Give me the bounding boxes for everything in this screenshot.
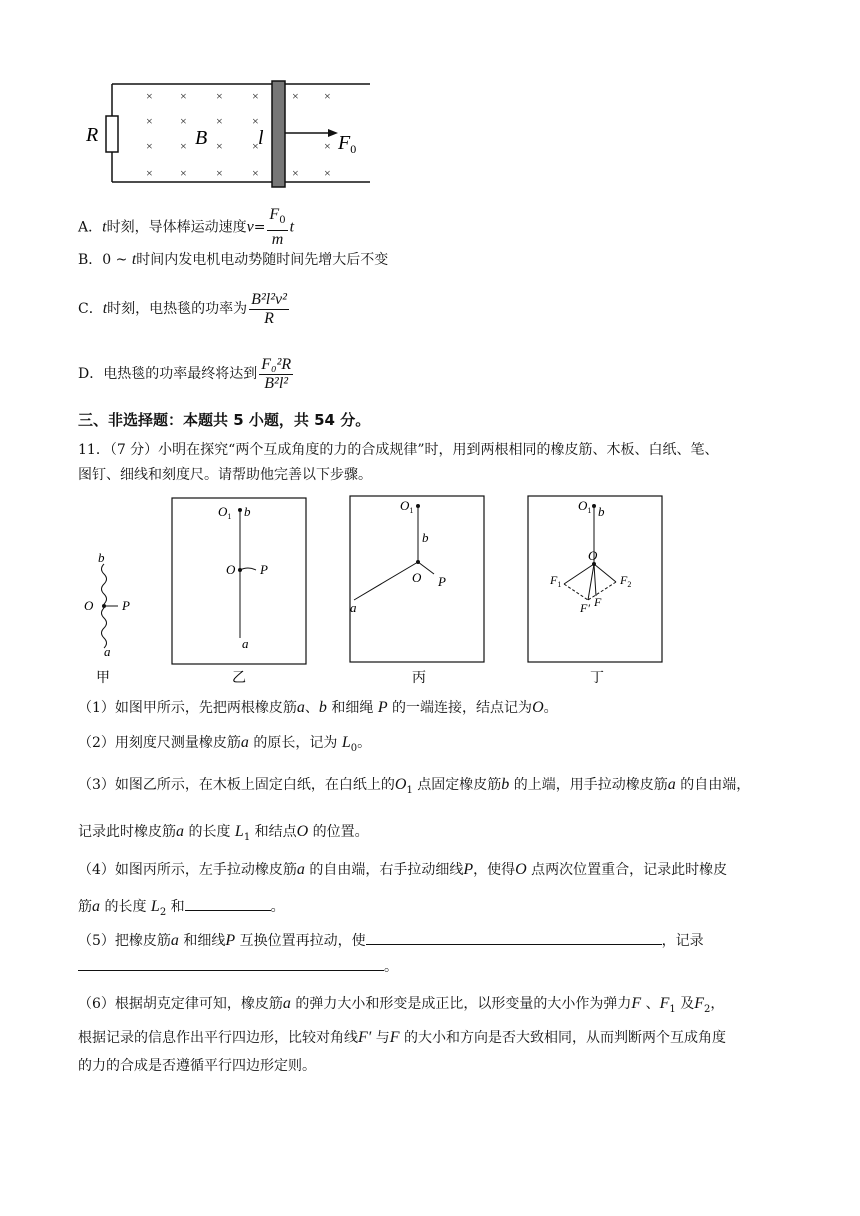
svg-text:×: × xyxy=(180,114,187,128)
circuit-figure xyxy=(80,78,380,190)
svg-text:×: × xyxy=(146,139,153,153)
svg-text:×: × xyxy=(146,89,153,103)
svg-text:a: a xyxy=(242,636,249,651)
answer-blank-step4[interactable] xyxy=(185,896,271,911)
label-R: R xyxy=(86,124,99,146)
svg-text:×: × xyxy=(146,166,153,180)
step-5-line1: （5）把橡皮筋a 和细线P 互换位置再拉动，使 ，记录 xyxy=(78,932,704,949)
svg-text:×: × xyxy=(146,114,153,128)
label-F0: $F_0$ xyxy=(338,132,357,156)
svg-text:a: a xyxy=(350,600,357,615)
svg-text:×: × xyxy=(216,89,223,103)
svg-text:丙: 丙 xyxy=(412,671,426,686)
label-l: l xyxy=(258,127,264,149)
resistor xyxy=(106,116,118,152)
step-6-line1: （6）根据胡克定律可知，橡皮筋a 的弹力大小和形变是成正比，以形变量的大小作为弹力F 、$F_1$ 及$F_2$， xyxy=(78,995,725,1015)
svg-text:b: b xyxy=(598,504,605,519)
step-2: （2）用刻度尺测量橡皮筋a 的原长，记为 $L_0$。 xyxy=(78,734,372,754)
svg-text:×: × xyxy=(216,166,223,180)
svg-text:×: × xyxy=(216,139,223,153)
fraction-F0-over-m: $\frac{F_0}{m}$ xyxy=(269,206,286,248)
q11-intro-line1: 11．（7 分）小明在探究“两个互成角度的力的合成规律”时，用到两根相同的橡皮筋、木板、白纸、笔、 xyxy=(78,442,719,458)
answer-blank-step5b[interactable] xyxy=(78,956,384,971)
svg-text:×: × xyxy=(252,89,259,103)
svg-text:b: b xyxy=(244,504,251,519)
fraction-power: $\frac{\text{B²l²v²}}{R}$ xyxy=(251,290,287,327)
svg-text:×: × xyxy=(324,89,331,103)
svg-text:P: P xyxy=(122,598,130,613)
svg-text:O1: $O_1$ xyxy=(218,504,232,521)
svg-text:O: O xyxy=(84,598,94,613)
svg-text:b: b xyxy=(422,530,429,545)
svg-text:P: P xyxy=(260,562,268,577)
section-title: 三、非选择题：本题共 5 小题，共 54 分。 xyxy=(78,411,371,429)
field-marks xyxy=(146,89,331,180)
svg-text:×: × xyxy=(216,114,223,128)
figure-ding xyxy=(528,496,662,686)
step-6-line3: 的力的合成是否遵循平行四边形定则。 xyxy=(78,1058,316,1074)
fraction-final-power: $\frac{\text{F₀²R}}{\text{B²l²}}$ xyxy=(261,355,292,392)
step-3-line2: 记录此时橡皮筋a 的长度 $L_1$ 和结点O 的位置。 xyxy=(78,823,369,843)
conductor-rod xyxy=(272,81,285,187)
svg-text:O: O xyxy=(588,548,598,563)
svg-text:丁: 丁 xyxy=(590,671,604,686)
step-5-line2: 。 xyxy=(78,956,398,977)
svg-text:×: × xyxy=(252,114,259,128)
answer-blank-step5a[interactable] xyxy=(366,930,662,945)
svg-text:×: × xyxy=(252,166,259,180)
option-D: D．电热毯的功率最终将达到 $\frac{\text{F₀²R}}{\text{B²l²}}$ xyxy=(78,355,292,392)
svg-text:F′: F′ xyxy=(580,601,590,615)
svg-text:×: × xyxy=(252,139,259,153)
svg-text:×: × xyxy=(292,166,299,180)
svg-text:O: O xyxy=(226,562,236,577)
label-B: B xyxy=(195,127,208,149)
svg-text:乙: 乙 xyxy=(232,671,246,686)
figure-yi xyxy=(172,498,306,686)
svg-text:a: a xyxy=(104,644,111,659)
figure-jia xyxy=(84,550,130,686)
step-1: （1）如图甲所示，先把两根橡皮筋a、b 和细绳 P 的一端连接，结点记为O。 xyxy=(78,699,558,716)
svg-text:F1: $F_1$ xyxy=(550,573,562,589)
figure-bing xyxy=(350,496,484,686)
svg-text:P: P xyxy=(438,574,446,589)
svg-text:b: b xyxy=(98,550,105,565)
svg-text:×: × xyxy=(324,139,331,153)
option-B: B．0 ~ t时间内发电机电动势随时间先增大后不变 xyxy=(78,251,389,268)
step-4-line1: （4）如图丙所示，左手拉动橡皮筋a 的自由端，右手拉动细线P，使得O 点两次位置重合，记录此时橡皮 xyxy=(78,861,728,878)
experiment-figures xyxy=(70,490,670,690)
option-A: A．t时刻，导体棒运动速度v= $\frac{F_0}{m}$ t xyxy=(78,206,295,248)
svg-text:×: × xyxy=(324,166,331,180)
svg-text:O: O xyxy=(412,570,422,585)
step-4-line2: 筋a 的长度 $L_2$ 和 。 xyxy=(78,898,285,918)
svg-text:F2: $F_2$ xyxy=(620,573,632,589)
svg-text:O1: $O_1$ xyxy=(578,498,592,515)
step-6-line2: 根据记录的信息作出平行四边形，比较对角线F′ 与F 的大小和方向是否大致相同，从而判断两个互成角度 xyxy=(78,1029,726,1046)
svg-text:F: F xyxy=(594,595,602,609)
option-C: C．t时刻，电热毯的功率为 $\frac{\text{B²l²v²}}{R}$ xyxy=(78,290,287,327)
step-3-line1: （3）如图乙所示，在木板上固定白纸，在白纸上的$O_1$ 点固定橡皮筋b 的上端，用手拉动橡皮筋a 的自由端， xyxy=(78,776,751,796)
svg-text:×: × xyxy=(180,166,187,180)
svg-text:×: × xyxy=(180,139,187,153)
svg-text:甲: 甲 xyxy=(96,671,110,686)
q11-intro-line2: 图钉、细线和刻度尺。请帮助他完善以下步骤。 xyxy=(78,467,372,483)
svg-text:O1: $O_1$ xyxy=(400,498,414,515)
svg-text:×: × xyxy=(292,89,299,103)
svg-text:×: × xyxy=(180,89,187,103)
